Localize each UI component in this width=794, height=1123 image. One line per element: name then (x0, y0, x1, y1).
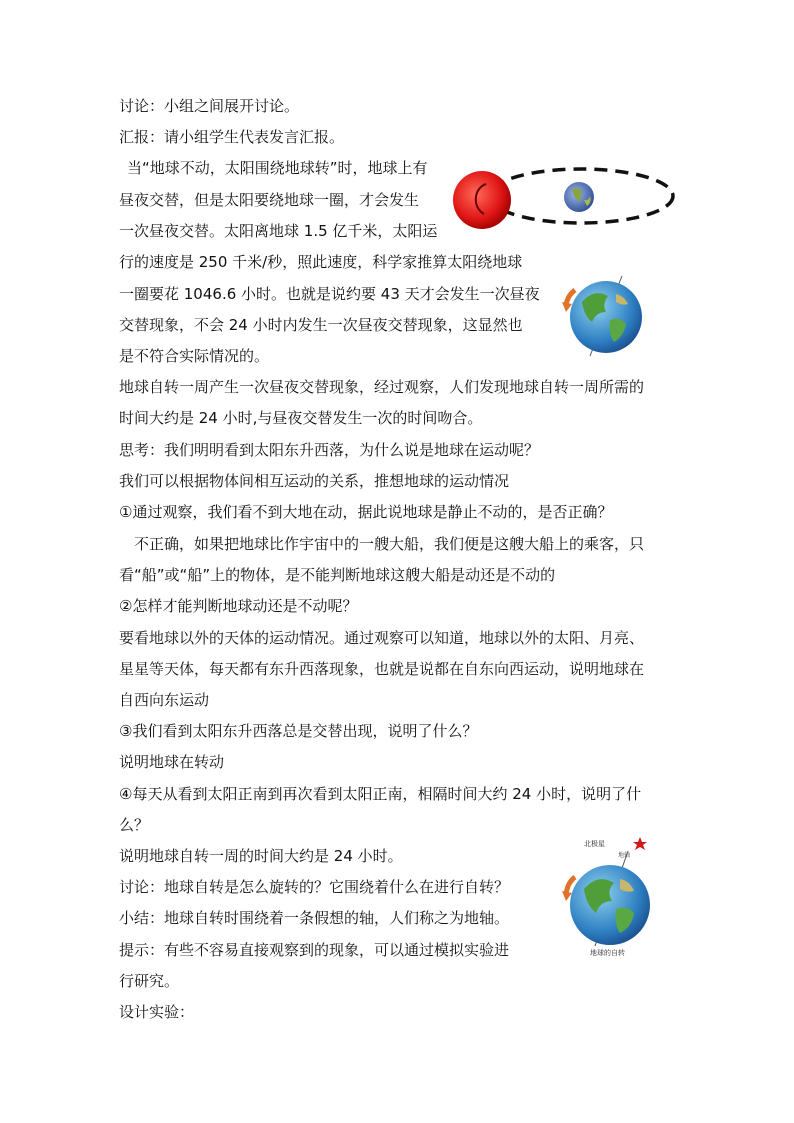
text-line-2: 汇报：请小组学生代表发言汇报。 (119, 128, 345, 146)
text-line-15: 不正确，如果把地球比作宇宙中的一艘大船，我们便是这艘大船上的乘客，只 (134, 535, 645, 553)
axis-label: 地轴 (618, 852, 631, 859)
text-line-7: 一圈要花 1046.6 小时。也就是说约要 43 天才会发生一次昼夜 (119, 285, 540, 303)
text-line-19: 星星等天体，每天都有东升西落现象，也就是说都在自东向西运动，说明地球在 (119, 660, 645, 678)
rotating-earth-figure (560, 272, 646, 358)
rotation-arrowhead (562, 302, 572, 312)
text-line-14: ①通过观察，我们看不到大地在动，据此说地球是静止不动的，是否正确？ (119, 503, 613, 521)
text-line-27: 小结：地球自转时围绕着一条假想的轴，人们称之为地轴。 (119, 909, 510, 927)
text-line-22: 说明地球在转动 (119, 753, 225, 771)
text-line-26: 讨论：地球自转是怎么旋转的？它围绕着什么在进行自转？ (119, 878, 510, 896)
text-line-1: 讨论：小组之间展开讨论。 (119, 97, 300, 115)
text-line-25: 说明地球自转一周的时间大约是 24 小时。 (119, 847, 403, 865)
text-line-6: 行的速度是 250 千米/秒，照此速度，科学家推算太阳绕地球 (119, 253, 523, 271)
text-line-4: 昼夜交替，但是太阳要绕地球一圈，才会发生 (119, 191, 420, 209)
sun-orbit-figure (448, 162, 680, 244)
text-line-23: ④每天从看到太阳正南到再次看到太阳正南，相隔时间大约 24 小时，说明了什 (119, 785, 642, 803)
earth-globe (570, 281, 642, 353)
earth-globe (570, 865, 650, 945)
text-line-28: 提示：有些不容易直接观察到的现象，可以通过模拟实验进 (119, 941, 510, 959)
text-line-18: 要看地球以外的天体的运动情况。通过观察可以知道，地球以外的太阳、月亮、 (119, 629, 645, 647)
text-line-13: 我们可以根据物体间相互运动的关系，推想地球的运动情况 (119, 472, 510, 490)
text-line-10: 地球自转一周产生一次昼夜交替现象，经过观察，人们发现地球自转一周所需的 (119, 378, 645, 396)
text-line-9: 是不符合实际情况的。 (119, 347, 270, 365)
text-line-16: 看“船”或“船”上的物体，是不能判断地球这艘大船是动还是不动的 (119, 566, 556, 584)
text-line-5: 一次昼夜交替。太阳离地球 1.5 亿千米，太阳运 (119, 222, 438, 240)
figure-caption: 地球的自转 (590, 949, 625, 957)
text-line-3: 当“地球不动，太阳围绕地球转”时，地球上有 (127, 159, 428, 177)
earth-rotation-figure (560, 833, 660, 963)
text-line-11: 时间大约是 24 小时,与昼夜交替发生一次的时间吻合。 (119, 409, 483, 427)
north-star-icon (633, 837, 647, 850)
text-line-21: ③我们看到太阳东升西落总是交替出现，说明了什么？ (119, 722, 478, 740)
text-line-20: 自西向东运动 (119, 691, 210, 709)
sun-shape (453, 171, 511, 229)
text-line-17: ②怎样才能判断地球动还是不动呢？ (119, 597, 358, 615)
text-line-30: 设计实验： (119, 1003, 195, 1021)
text-line-29: 行研究。 (119, 972, 180, 990)
text-line-8: 交替现象，不会 24 小时内发生一次昼夜交替现象，这显然也 (119, 316, 523, 334)
text-line-24: 么？ (119, 816, 150, 834)
text-line-12: 思考：我们明明看到太阳东升西落，为什么说是地球在运动呢？ (119, 441, 540, 459)
north-star-label: 北极星 (584, 840, 605, 848)
